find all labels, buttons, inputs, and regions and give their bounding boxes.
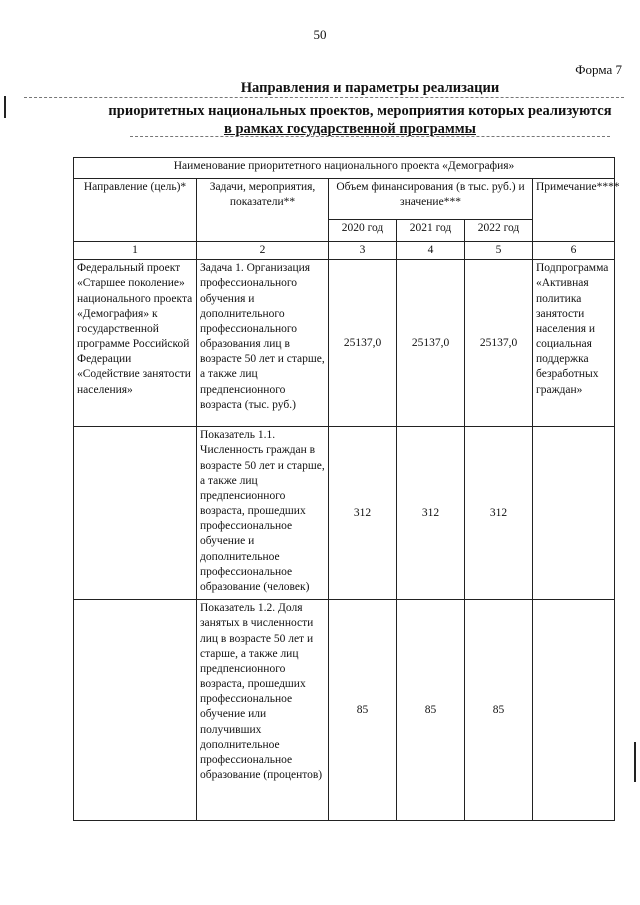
value-2020: 25137,0 [329,260,397,427]
note-cell: Подпрограмма «Активная политика занятости населения и социальная поддержка безработных граждан» [533,260,615,427]
header-row [74,179,615,220]
value-2022: 312 [465,427,533,600]
table-row [74,260,615,427]
header-funding: Объем финансирования (в тыс. руб.) и значение*** [329,179,533,220]
value-2021: 312 [397,427,465,600]
value-2020: 85 [329,600,397,821]
title-line-2: приоритетных национальных проектов, мероприятия которых реализуются [108,103,612,119]
project-name-row [74,158,615,179]
note-cell-empty [533,427,615,600]
task-cell: Задача 1. Организация профессионального обучения и дополнительного профессионального образования лиц в возрасте 50 лет и старше, а также лиц предпенсионного возраста (тыс. руб.) [197,260,329,427]
header-year-2020: 2020 год [329,220,397,242]
national-project-table [73,157,620,821]
header-note: Примечание**** [533,179,615,242]
column-number: 4 [397,242,465,260]
direction-cell: Федеральный проект «Старшее поколение» национального проекта «Демография» к государственной программе Российской Федерации «Содействие занятости населения» [74,260,197,427]
title-line-1: Направления и параметры реализации [240,80,500,96]
direction-cell-empty [74,600,197,821]
column-number: 2 [197,242,329,260]
column-number: 5 [465,242,533,260]
scan-divider-top [24,97,624,98]
direction-cell-empty [74,427,197,600]
table-row [74,600,615,821]
task-cell: Показатель 1.1. Численность граждан в возрасте 50 лет и старше, а также лиц предпенсионного возраста, прошедших профессиональное обучение и дополнительное профессиональное образование (человек) [197,427,329,600]
column-number: 6 [533,242,615,260]
value-2022: 85 [465,600,533,821]
table-row [74,427,615,600]
value-2020: 312 [329,427,397,600]
task-cell: Показатель 1.2. Доля занятых в численности лиц в возрасте 50 лет и старше, а также лиц предпенсионного возраста, прошедших профессиональное обучение или получивших дополнительное профессиональное образование (процентов) [197,600,329,821]
column-number: 3 [329,242,397,260]
note-cell-empty [533,600,615,821]
header-direction: Направление (цель)* [74,179,197,242]
form-label: Форма 7 [575,62,622,77]
value-2022: 25137,0 [465,260,533,427]
left-margin-mark [4,96,6,118]
column-number-row [74,242,615,260]
right-margin-mark [634,742,636,782]
project-name-cell: Наименование приоритетного национального проекта «Демография» [74,158,615,179]
page-number: 50 [313,27,327,42]
header-year-2022: 2022 год [465,220,533,242]
value-2021: 25137,0 [397,260,465,427]
column-number: 1 [74,242,197,260]
header-tasks: Задачи, мероприятия, показатели** [197,179,329,242]
scan-divider-bottom [130,136,610,137]
header-year-2021: 2021 год [397,220,465,242]
value-2021: 85 [397,600,465,821]
title-line-3: в рамках государственной программы [223,121,476,137]
